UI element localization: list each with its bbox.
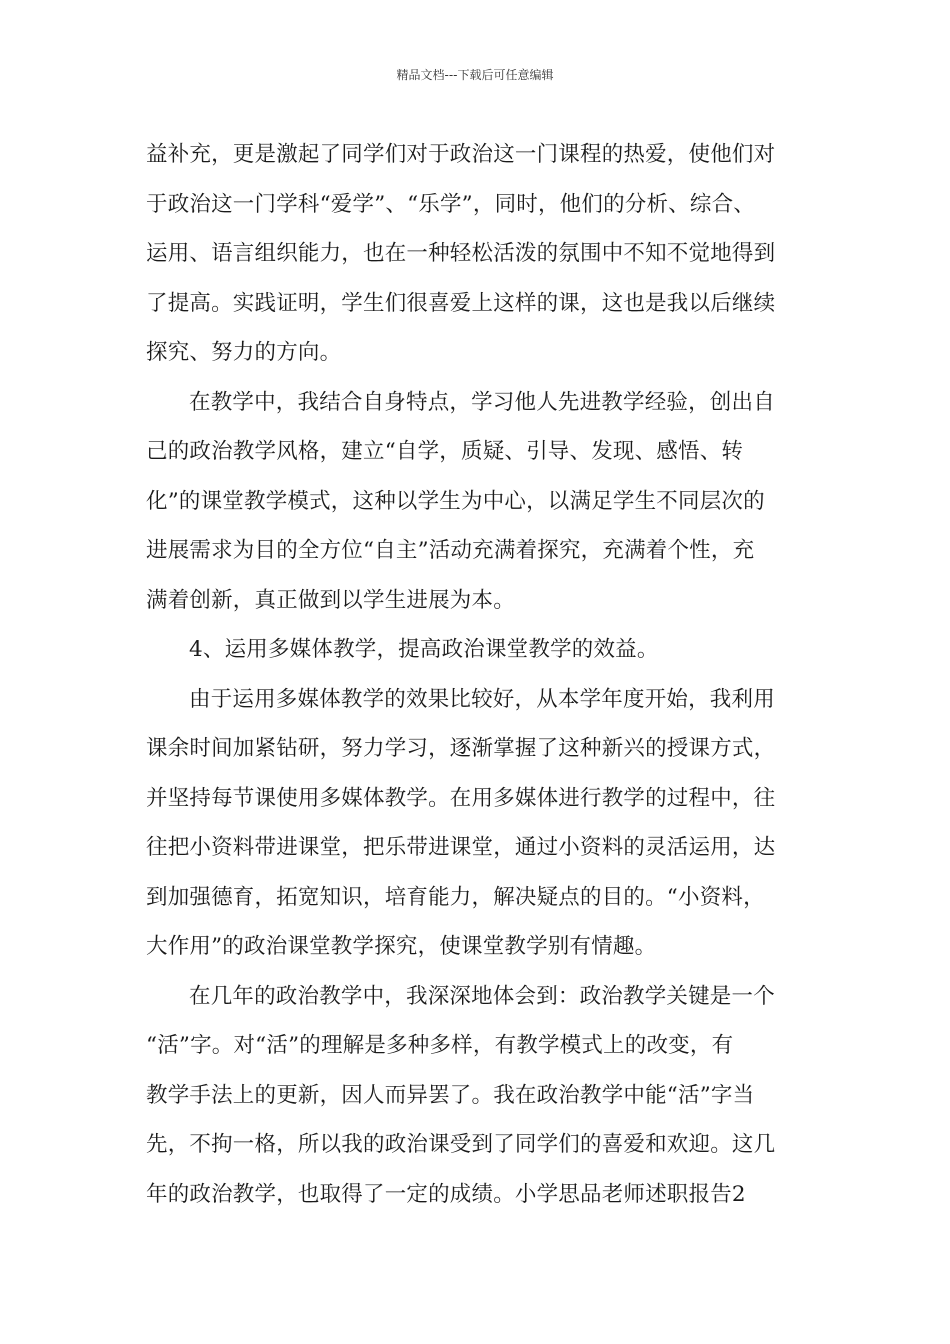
text-line: 于政治这一门学科“爱学”、“乐学”，同时，他们的分析、综合、	[146, 191, 755, 217]
text-line: 益补充，更是激起了同学们对于政治这一门课程的热爱，使他们对	[146, 142, 776, 167]
text-line: 并坚持每节课使用多媒体教学。在用多媒体进行教学的过程中，往	[146, 785, 776, 811]
section-heading-line: 4、运用多媒体教学，提高政治课堂教学的效益。	[189, 637, 659, 662]
document-body	[146, 130, 826, 1219]
text-line: 己的政治教学风格，建立“自学，质疑、引导、发现、感悟、转	[146, 439, 744, 464]
text-line: 课余时间加紧钻研，努力学习，逐渐掌握了这种新兴的授课方式，	[146, 736, 776, 761]
text-line: 年的政治教学，也取得了一定的成绩。小学思品老师述职报告2	[146, 1181, 746, 1207]
text-line: 往把小资料带进课堂，把乐带进课堂，通过小资料的灵活运用，达	[146, 835, 776, 860]
page-header: 精品文档---下载后可任意编辑	[396, 68, 554, 82]
text-line: 了提高。实践证明，学生们很喜爱上这样的课，这也是我以后继续	[146, 290, 776, 316]
text-line: 到加强德育，拓宽知识，培育能力，解决疑点的目的。“小资料，	[146, 884, 765, 910]
text-line: 进展需求为目的全方位“自主”活动充满着探究，充满着个性，充	[146, 538, 755, 563]
text-line: 探究、努力的方向。	[146, 340, 342, 365]
text-line: 先，不拘一格，所以我的政治课受到了同学们的喜爱和欢迎。这几	[146, 1132, 776, 1157]
paragraph-start-line: 由于运用多媒体教学的效果比较好，从本学年度开始，我利用	[189, 686, 775, 712]
text-line: 大作用”的政治课堂教学探究，使课堂教学别有情趣。	[146, 934, 657, 959]
paragraph-start-line: 在教学中，我结合自身特点，学习他人先进教学经验，创出自	[189, 389, 775, 415]
text-line: 化”的课堂教学模式，这种以学生为中心，以满足学生不同层次的	[146, 488, 765, 514]
text-line: 满着创新，真正做到以学生进展为本。	[146, 587, 515, 613]
text-line: 教学手法上的更新，因人而异罢了。我在政治教学中能“活”字当	[146, 1082, 755, 1108]
paragraph-start-line: 在几年的政治教学中，我深深地体会到：政治教学关键是一个	[189, 983, 775, 1009]
text-line: “活”字。对“活”的理解是多种多样，有教学模式上的改变，有	[146, 1033, 734, 1058]
text-line: 运用、语言组织能力，也在一种轻松活泼的氛围中不知不觉地得到	[146, 241, 776, 266]
